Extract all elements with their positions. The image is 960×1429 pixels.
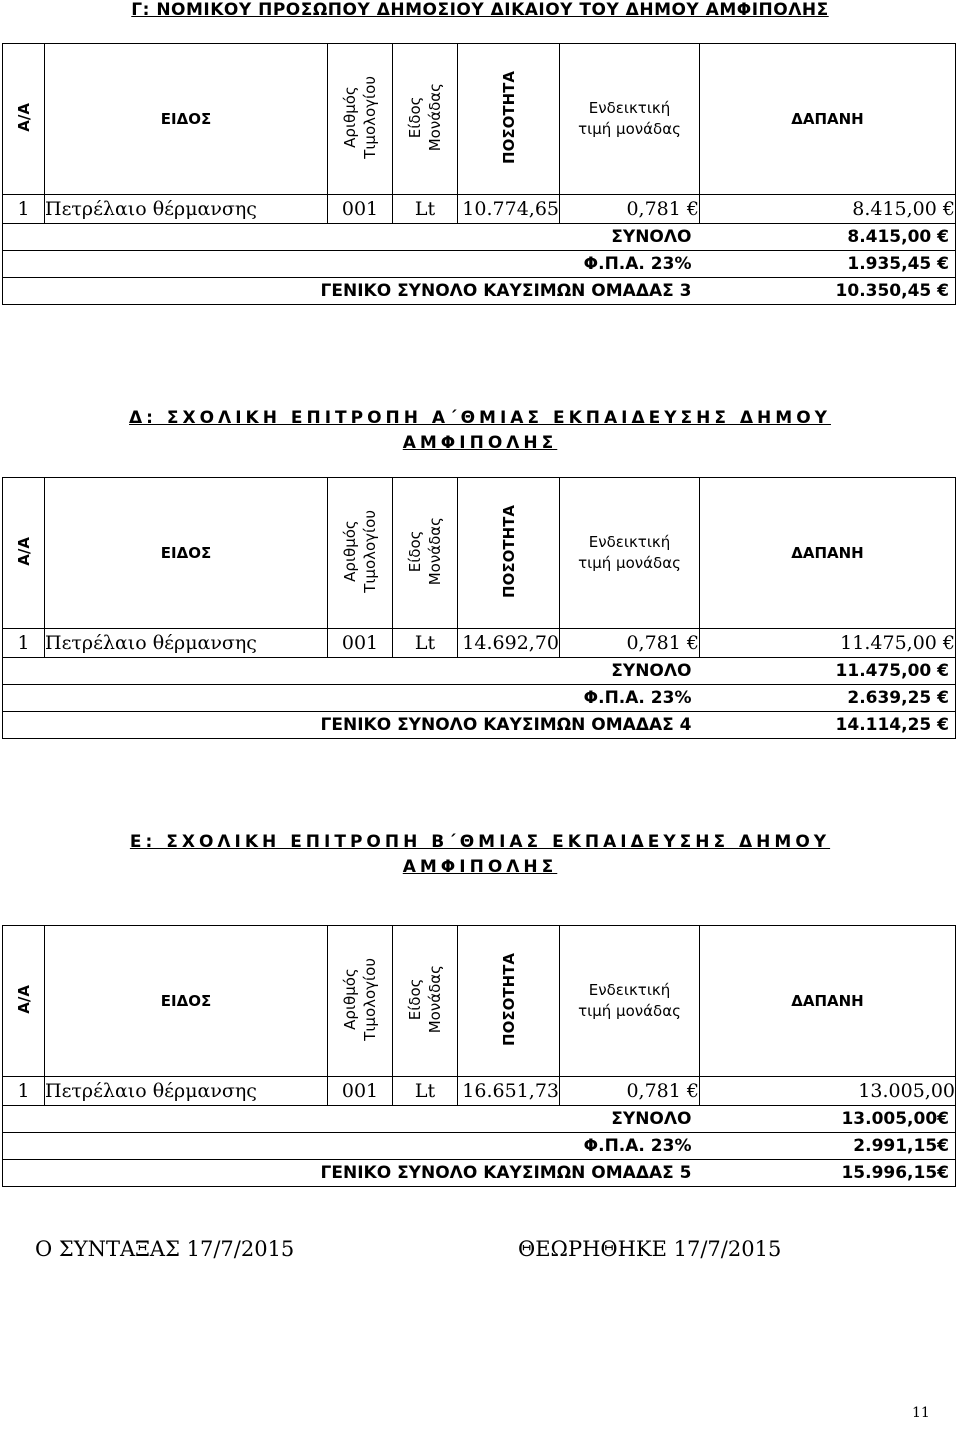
section-table <box>2 477 956 739</box>
table-row <box>3 629 956 658</box>
vat-amount: 2.639,25 € <box>700 685 956 712</box>
approved-signature-line: ΘΕΩΡΗΘΗΚΕ 17/7/2015 <box>518 1237 782 1261</box>
vat-label: Φ.Π.Α. 23% <box>3 685 700 712</box>
header-dapani: ΔΑΠΑΝΗ <box>700 926 956 1077</box>
cell-arithmos: 001 <box>328 1077 393 1106</box>
grand-total-label: ΓΕΝΙΚΟ ΣΥΝΟΛΟ ΚΑΥΣΙΜΩΝ ΟΜΑΔΑΣ 5 <box>3 1160 700 1187</box>
cell-aa: 1 <box>3 195 45 224</box>
header-arithmos: Αριθμός Τιμολογίου <box>328 478 393 629</box>
total-amount: 8.415,00 € <box>700 224 956 251</box>
table-header-row <box>3 926 956 1077</box>
table-row <box>3 1077 956 1106</box>
grand-total-amount: 15.996,15€ <box>700 1160 956 1187</box>
cell-timi: 0,781 € <box>560 195 700 224</box>
header-aa: Α/Α <box>3 478 45 629</box>
cell-timi: 0,781 € <box>560 1077 700 1106</box>
vat-amount: 1.935,45 € <box>700 251 956 278</box>
grand-total-row <box>3 1160 956 1187</box>
header-posotita: ΠΟΣΟΤΗΤΑ <box>458 478 560 629</box>
cell-dapani: 13.005,00 <box>700 1077 956 1106</box>
cell-eidos: Πετρέλαιο θέρμανσης <box>45 1077 328 1106</box>
author-signature-line: Ο ΣΥΝΤΑΞΑΣ 17/7/2015 <box>35 1237 295 1261</box>
vat-row <box>3 685 956 712</box>
section-title-cont: ΑΜΦΙΠΟΛΗΣ <box>402 857 558 877</box>
grand-total-amount: 14.114,25 € <box>700 712 956 739</box>
total-row <box>3 224 956 251</box>
header-posotita: ΠΟΣΟΤΗΤΑ <box>458 44 560 195</box>
cell-timi: 0,781 € <box>560 629 700 658</box>
grand-total-row <box>3 278 956 305</box>
grand-total-amount: 10.350,45 € <box>700 278 956 305</box>
vat-amount: 2.991,15€ <box>700 1133 956 1160</box>
cell-posotita: 10.774,65 <box>458 195 560 224</box>
header-arithmos: Αριθμός Τιμολογίου <box>328 44 393 195</box>
table-header-row <box>3 478 956 629</box>
total-amount: 11.475,00 € <box>700 658 956 685</box>
section-title: Δ: ΣΧΟΛΙΚΗ ΕΠΙΤΡΟΠΗ Α΄ΘΜΙΑΣ ΕΚΠΑΙΔΕΥΣΗΣ ΔΗΜΟΥ <box>129 408 831 428</box>
header-monada: Είδος Μονάδας <box>393 478 458 629</box>
header-aa: Α/Α <box>3 926 45 1077</box>
total-label: ΣΥΝΟΛΟ <box>3 224 700 251</box>
header-monada: Είδος Μονάδας <box>393 926 458 1077</box>
total-row <box>3 658 956 685</box>
section-table <box>2 925 956 1187</box>
section-title: Ε: ΣΧΟΛΙΚΗ ΕΠΙΤΡΟΠΗ Β΄ΘΜΙΑΣ ΕΚΠΑΙΔΕΥΣΗΣ ΔΗΜΟΥ <box>129 832 831 852</box>
header-eidos: ΕΙΔΟΣ <box>45 478 328 629</box>
page-number: 11 <box>912 1405 930 1421</box>
cell-posotita: 16.651,73 <box>458 1077 560 1106</box>
section-title-cont: ΑΜΦΙΠΟΛΗΣ <box>402 433 558 453</box>
header-timi: Ενδεικτική τιμή μονάδας <box>560 478 700 629</box>
table-header-row <box>3 44 956 195</box>
cell-monada: Lt <box>393 1077 458 1106</box>
table-row <box>3 195 956 224</box>
cell-dapani: 8.415,00 € <box>700 195 956 224</box>
vat-row <box>3 1133 956 1160</box>
header-monada: Είδος Μονάδας <box>393 44 458 195</box>
header-arithmos: Αριθμός Τιμολογίου <box>328 926 393 1077</box>
vat-row <box>3 251 956 278</box>
cell-eidos: Πετρέλαιο θέρμανσης <box>45 195 328 224</box>
vat-label: Φ.Π.Α. 23% <box>3 1133 700 1160</box>
cell-arithmos: 001 <box>328 629 393 658</box>
grand-total-label: ΓΕΝΙΚΟ ΣΥΝΟΛΟ ΚΑΥΣΙΜΩΝ ΟΜΑΔΑΣ 3 <box>3 278 700 305</box>
grand-total-row <box>3 712 956 739</box>
total-label: ΣΥΝΟΛΟ <box>3 658 700 685</box>
header-timi: Ενδεικτική τιμή μονάδας <box>560 44 700 195</box>
total-row <box>3 1106 956 1133</box>
header-dapani: ΔΑΠΑΝΗ <box>700 44 956 195</box>
header-aa: Α/Α <box>3 44 45 195</box>
section-title: Γ: ΝΟΜΙΚΟΥ ΠΡΟΣΩΠΟΥ ΔΗΜΟΣΙΟΥ ΔΙΚΑΙΟΥ ΤΟΥ ΔΗΜΟΥ ΑΜΦΙΠΟΛΗΣ <box>131 0 829 20</box>
total-label: ΣΥΝΟΛΟ <box>3 1106 700 1133</box>
header-timi: Ενδεικτική τιμή μονάδας <box>560 926 700 1077</box>
cell-monada: Lt <box>393 629 458 658</box>
cell-aa: 1 <box>3 1077 45 1106</box>
grand-total-label: ΓΕΝΙΚΟ ΣΥΝΟΛΟ ΚΑΥΣΙΜΩΝ ΟΜΑΔΑΣ 4 <box>3 712 700 739</box>
total-amount: 13.005,00€ <box>700 1106 956 1133</box>
header-dapani: ΔΑΠΑΝΗ <box>700 478 956 629</box>
cell-eidos: Πετρέλαιο θέρμανσης <box>45 629 328 658</box>
cell-arithmos: 001 <box>328 195 393 224</box>
cell-monada: Lt <box>393 195 458 224</box>
cell-aa: 1 <box>3 629 45 658</box>
vat-label: Φ.Π.Α. 23% <box>3 251 700 278</box>
header-eidos: ΕΙΔΟΣ <box>45 926 328 1077</box>
section-table <box>2 43 956 305</box>
cell-dapani: 11.475,00 € <box>700 629 956 658</box>
header-posotita: ΠΟΣΟΤΗΤΑ <box>458 926 560 1077</box>
cell-posotita: 14.692,70 <box>458 629 560 658</box>
header-eidos: ΕΙΔΟΣ <box>45 44 328 195</box>
